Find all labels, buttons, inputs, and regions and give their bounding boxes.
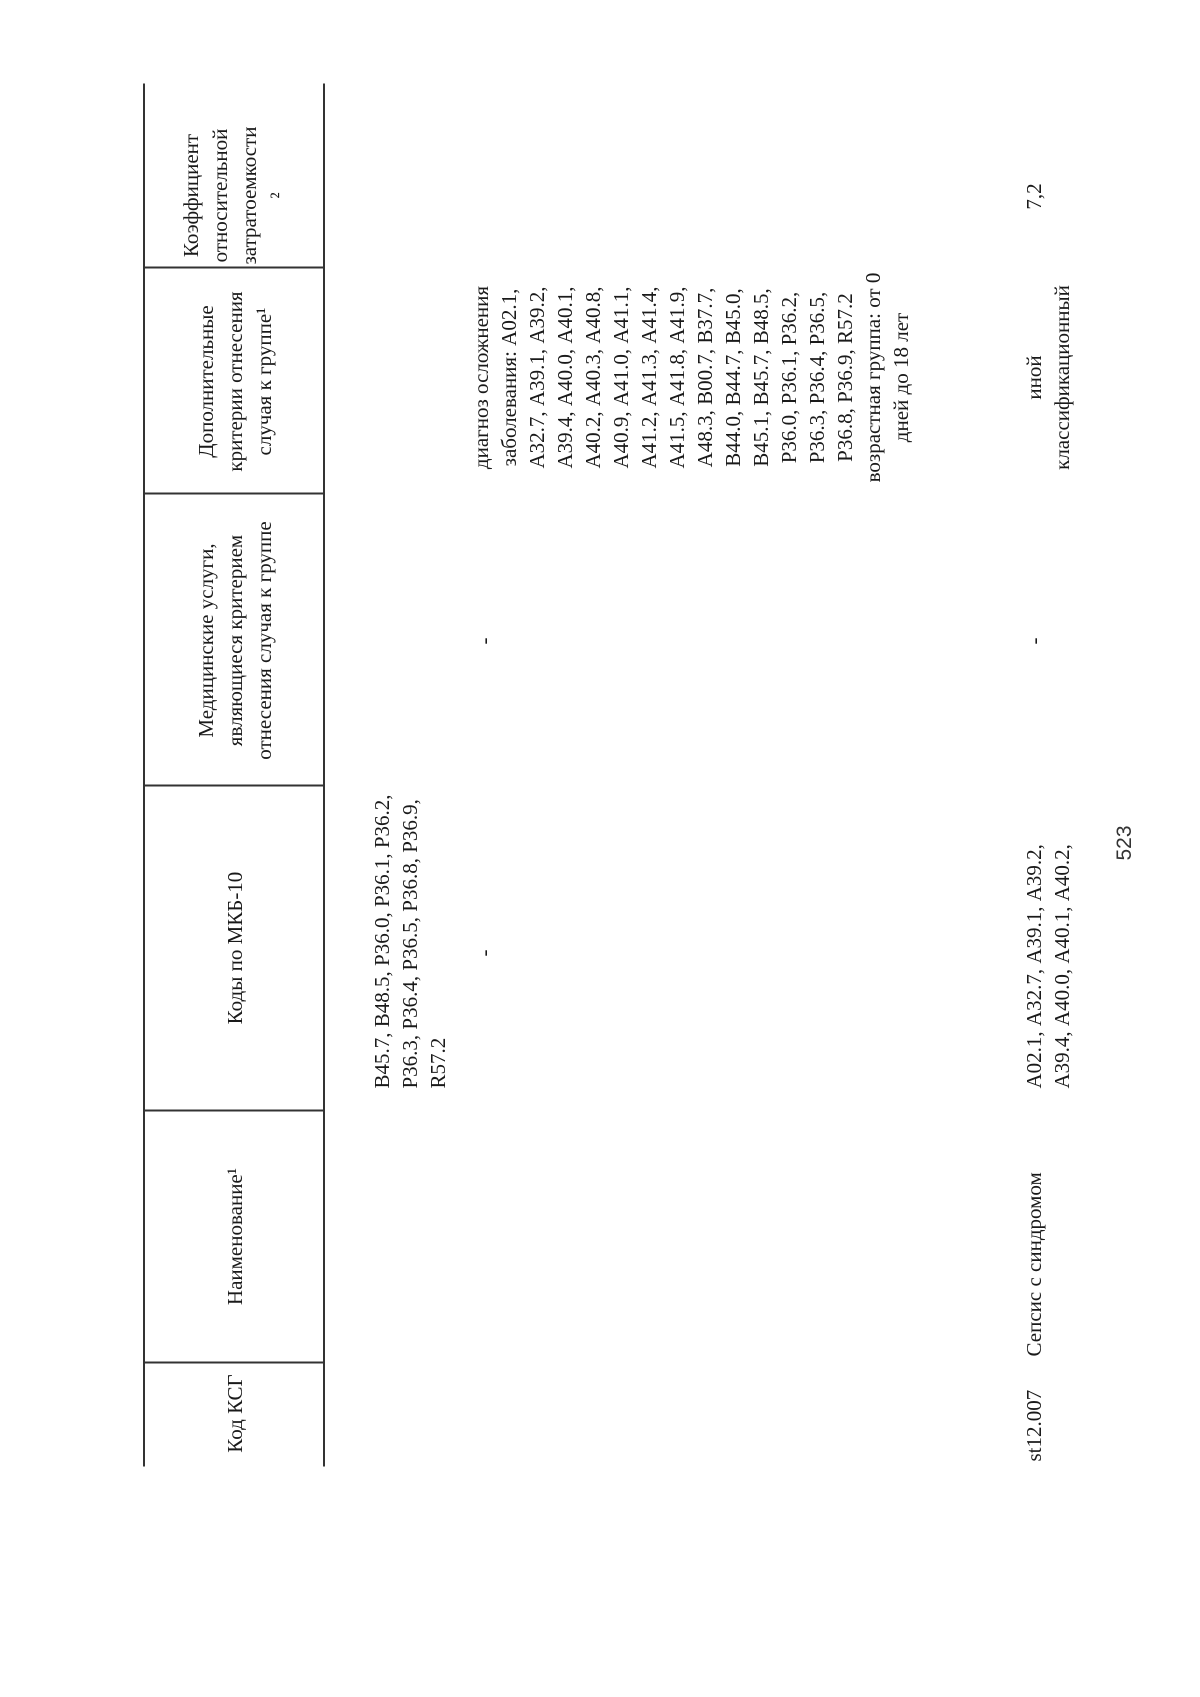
row3-criteria: иной классификационный [1022,285,1074,470]
row3-coefficient: 7,2 [1022,183,1046,210]
row3-services: - [1022,637,1046,645]
col-divider-4 [145,493,325,495]
row2-icd-codes: - [472,949,496,957]
header-coefficient: Коэффициент относительной затратоемкости² [179,126,290,265]
header-name: Наименование¹ [222,1167,247,1306]
row3-name: Сепсис с синдромом [1022,1172,1046,1357]
header-services: Медицинские услуги, являющиеся критерием отнесения случая к группе [193,521,276,760]
page-number: 523 [1113,825,1136,861]
header-code: Код КСГ [222,1374,247,1453]
row3-code: st12.007 [1022,1389,1046,1462]
row1-icd-codes: В45.7, В48.5, Р36.0, Р36.1, Р36.2, Р36.3, Р36.4, Р36.5, Р36.8, Р36.9, R57.2 [370,794,450,1089]
row2-criteria: диагноз осложнения заболевания: А02.1, А32.7, А39.1, А39.2, А39.4, А40.0, А40.1, А40.2, А40.3, А40.8, А40.9, А41.0, А41.1, А41.2, А41.3, А41.4, А41.5, А41.8, А41.9, А48.3, В00.7, В37.7, В44.0, В44.7, В45.0, В45.1, В45.7, В48.5, Р36.0, Р36.1, Р36.2, Р36.3, Р36.4, Р36.5, Р36.8, Р36.9, R57.2 возрастная группа: от 0 дней до 18 лет [469,272,913,483]
header-icd-codes: Коды по МКБ-10 [222,871,247,1025]
row3-icd-codes: А02.1, А32.7, А39.1, А39.2, А39.4, А40.0, А40.1, А40.2, [1022,844,1074,1089]
col-divider-5 [145,267,325,269]
header-criteria: Дополнительные критерии отнесения случая к группе¹ [193,291,276,472]
row2-services: - [472,637,496,645]
